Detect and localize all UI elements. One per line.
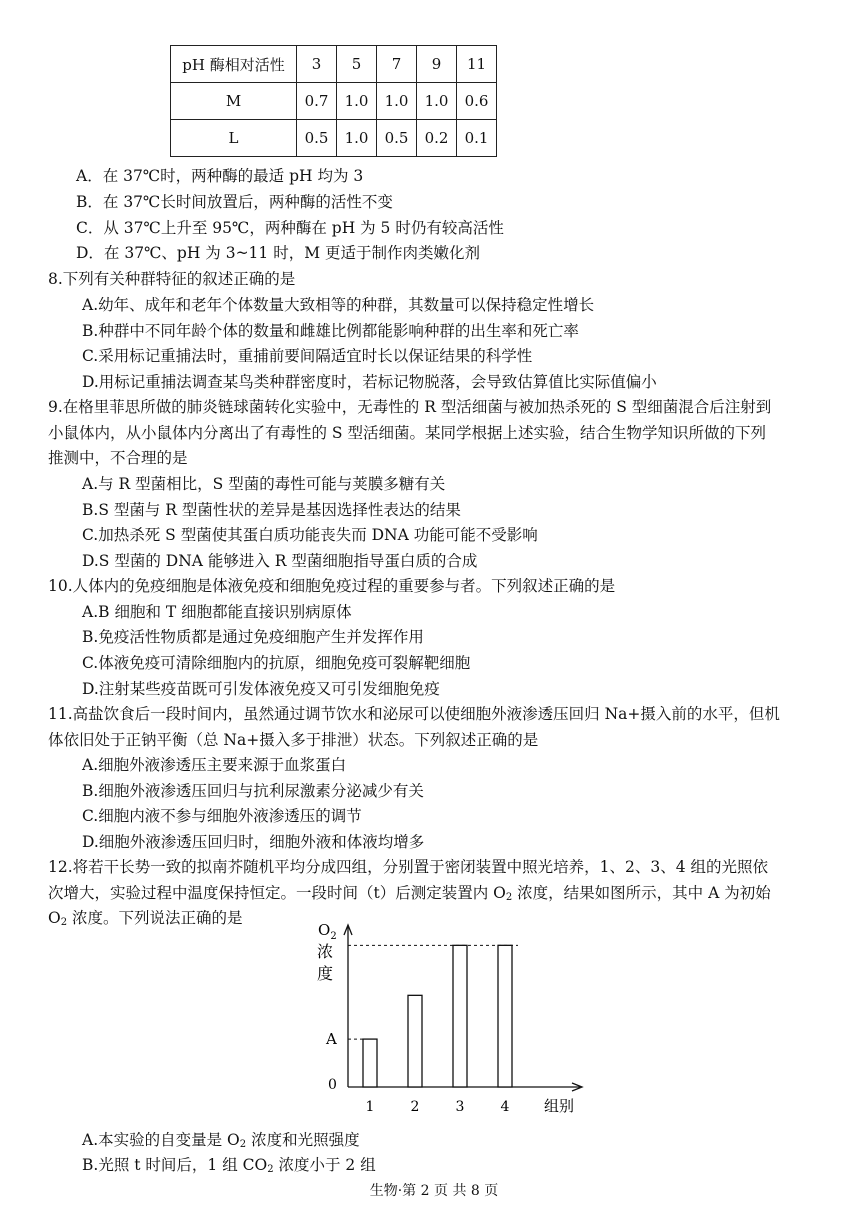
y-axis-label-char: 浓 xyxy=(317,942,334,961)
table-cell: 0.5 xyxy=(377,120,417,157)
o2-bar-chart xyxy=(300,915,600,1125)
q7-option-b: B．在 37℃长时间放置后，两种酶的活性不变 xyxy=(76,193,393,211)
table-header-cell: 9 xyxy=(417,46,457,83)
table-header-cell: 5 xyxy=(337,46,377,83)
q8-stem: 8.下列有关种群特征的叙述正确的是 xyxy=(48,270,296,288)
q11-stem-line: 体依旧处于正钠平衡（总 Na+摄入多于排泄）状态。下列叙述正确的是 xyxy=(48,731,539,749)
bar-group-3 xyxy=(453,945,467,1087)
q10-stem: 10.人体内的免疫细胞是体液免疫和细胞免疫过程的重要参与者。下列叙述正确的是 xyxy=(48,577,616,595)
page-footer: 生物·第 2 页 共 8 页 xyxy=(369,1183,499,1199)
table-cell: 0.6 xyxy=(457,83,497,120)
q9-stem-line: 推测中，不合理的是 xyxy=(48,449,188,467)
table-header-row xyxy=(171,46,497,83)
y-axis-label-char: 度 xyxy=(317,964,334,983)
q12-stem-line-2 xyxy=(48,883,771,908)
table-cell: 0.7 xyxy=(297,83,337,120)
q11-option-c: C.细胞内液不参与细胞外液渗透压的调节 xyxy=(82,807,362,825)
x-tick-label: 1 xyxy=(365,1099,375,1115)
table-header-cell: 3 xyxy=(297,46,337,83)
q10-option-d: D.注射某些疫苗既可引发体液免疫又可引发细胞免疫 xyxy=(82,680,440,698)
q12-option-b-subscript: 2 xyxy=(267,1164,274,1175)
q12-option-a xyxy=(82,1130,360,1155)
q12-line2-subscript: 2 xyxy=(505,892,513,903)
table-cell: M xyxy=(171,83,297,120)
q9-option-c: C.加热杀死 S 型菌使其蛋白质功能丧失而 DNA 功能可能不受影响 xyxy=(82,526,538,544)
q9-option-a: A.与 R 型菌相比，S 型菌的毒性可能与荚膜多糖有关 xyxy=(82,475,446,493)
q10-option-a: A.B 细胞和 T 细胞都能直接识别病原体 xyxy=(82,603,352,621)
bar-group-4 xyxy=(498,945,512,1087)
table-cell: 1.0 xyxy=(337,83,377,120)
q12-stem-line-1: 12.将若干长势一致的拟南芥随机平均分成四组，分别置于密闭装置中照光培养，1、2、3、4 组的光照依 xyxy=(48,858,769,876)
table-cell: 1.0 xyxy=(337,120,377,157)
y-axis-label: $O_2$ xyxy=(318,921,337,942)
q12-line3-text: O xyxy=(48,909,61,927)
origin-label: 0 xyxy=(328,1077,337,1093)
bar-group-2 xyxy=(408,995,422,1087)
q9-option-b: B.S 型菌与 R 型菌性状的差异是基因选择性表达的结果 xyxy=(82,501,461,519)
q7-option-d: D．在 37℃、pH 为 3~11 时，M 更适于制作肉类嫩化剂 xyxy=(76,244,481,262)
q8-option-b: B.种群中不同年龄个体的数量和雌雄比例都能影响种群的出生率和死亡率 xyxy=(82,322,579,340)
enzyme-activity-table xyxy=(170,45,497,157)
q12-option-a-subscript: 2 xyxy=(239,1139,247,1150)
q12-option-b-text-end: 浓度小于 2 组 xyxy=(273,1156,376,1174)
q8-option-d: D.用标记重捕法调查某鸟类种群密度时，若标记物脱落，会导致估算值比实际值偏小 xyxy=(82,373,657,391)
q12-stem-line-3 xyxy=(48,908,243,933)
reference-label-a: A xyxy=(326,1030,337,1049)
table-cell: 1.0 xyxy=(417,83,457,120)
q7-option-a: A．在 37℃时，两种酶的最适 pH 均为 3 xyxy=(76,167,364,185)
table-header-cell: 11 xyxy=(457,46,497,83)
x-tick-label: 3 xyxy=(455,1099,465,1115)
q11-stem-line: 11.高盐饮食后一段时间内，虽然通过调节饮水和泌尿可以使细胞外液渗透压回归 Na+摄入前的水平，但机 xyxy=(48,705,780,723)
q12-line2-text-end: 浓度，结果如图所示，其中 A 为初始 xyxy=(512,884,771,902)
q12-option-a-text-end: 浓度和光照强度 xyxy=(246,1131,360,1149)
q11-option-b: B.细胞外液渗透压回归与抗利尿激素分泌减少有关 xyxy=(82,782,424,800)
x-tick-label: 2 xyxy=(410,1099,420,1115)
q8-option-c: C.采用标记重捕法时，重捕前要间隔适宜时长以保证结果的科学性 xyxy=(82,347,533,365)
q9-stem-line: 9.在格里菲思所做的肺炎链球菌转化实验中，无毒性的 R 型活细菌与被加热杀死的 S 型细菌混合后注射到 xyxy=(48,398,772,416)
table-cell: 1.0 xyxy=(377,83,417,120)
x-axis-label: 组别 xyxy=(544,1097,575,1115)
q10-option-c: C.体液免疫可清除细胞内的抗原，细胞免疫可裂解靶细胞 xyxy=(82,654,471,672)
table-header-cell: pH 酶相对活性 xyxy=(171,46,297,83)
q12-option-a-text: A.本实验的自变量是 O xyxy=(82,1131,240,1149)
q10-option-b: B.免疫活性物质都是通过免疫细胞产生并发挥作用 xyxy=(82,628,424,646)
bar-group-1 xyxy=(363,1039,377,1087)
q12-option-b-text: B.光照 t 时间后，1 组 CO xyxy=(82,1156,268,1174)
table-cell: L xyxy=(171,120,297,157)
q7-option-c: C．从 37℃上升至 95℃，两种酶在 pH 为 5 时仍有较高活性 xyxy=(76,219,504,237)
table-cell: 0.1 xyxy=(457,120,497,157)
table-row xyxy=(171,83,497,120)
q12-option-b xyxy=(82,1155,376,1180)
table-header-cell: 7 xyxy=(377,46,417,83)
q11-option-d: D.细胞外液渗透压回归时，细胞外液和体液均增多 xyxy=(82,833,425,851)
table-cell: 0.2 xyxy=(417,120,457,157)
table-row xyxy=(171,120,497,157)
q12-line3-subscript: 2 xyxy=(60,917,68,928)
q8-option-a: A.幼年、成年和老年个体数量大致相等的种群，其数量可以保持稳定性增长 xyxy=(82,296,595,314)
q9-option-d: D.S 型菌的 DNA 能够进入 R 型菌细胞指导蛋白质的合成 xyxy=(82,552,478,570)
table-cell: 0.5 xyxy=(297,120,337,157)
q11-option-a: A.细胞外液渗透压主要来源于血浆蛋白 xyxy=(82,756,347,774)
x-tick-label: 4 xyxy=(500,1099,510,1115)
q12-line3-text-end: 浓度。下列说法正确的是 xyxy=(67,909,243,927)
q12-line2-text: 次增大，实验过程中温度保持恒定。一段时间（t）后测定装置内 O xyxy=(48,884,506,902)
q9-stem-line: 小鼠体内，从小鼠体内分离出了有毒性的 S 型活细菌。某同学根据上述实验，结合生物学知识所做的下列 xyxy=(48,424,766,442)
